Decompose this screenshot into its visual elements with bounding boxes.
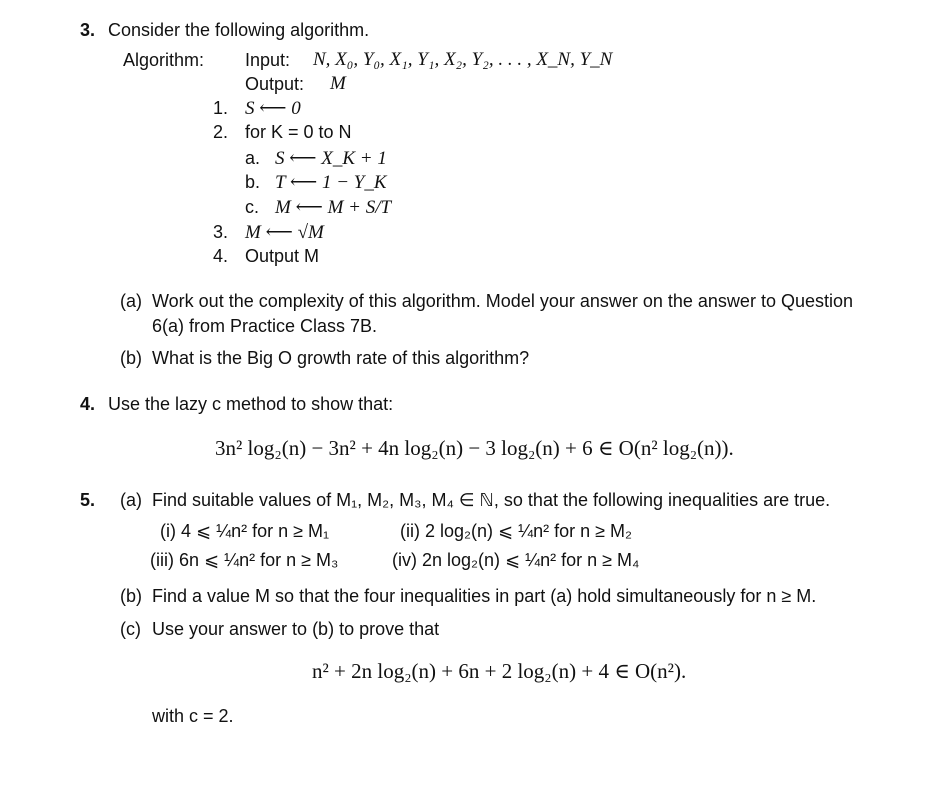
inequality-iii: (iii) 6n ⩽ ¼n² for n ≥ M₃ (150, 550, 339, 570)
question-4-text: Use the lazy c method to show that: (108, 394, 394, 414)
step-2b-text: T ⟵ 1 − Y_K (275, 172, 387, 193)
step-3-number: 3. (213, 222, 229, 242)
q5-part-a-text: Find suitable values of M₁, M₂, M₃, M₄ ∈ ℕ, so that the following inequalities are true. (152, 490, 831, 510)
question-4-number: 4. (80, 394, 96, 414)
step-4-number: 4. (213, 246, 229, 266)
q3-part-a-line1: Work out the complexity of this algorithm. Model your answer on the answer to Question (152, 291, 853, 311)
question-4-equation: 3n² log₂(n) − 3n² + 4n log₂(n) − 3 log₂(n) + 6 ∈ O(n² log₂(n)). (215, 436, 734, 460)
step-3-text: M ⟵ √M (245, 222, 324, 243)
q5-part-b-text: Find a value M so that the four inequalities in part (a) hold simultaneously for n ≥ M. (152, 586, 817, 606)
algorithm-label: Algorithm: (123, 50, 205, 70)
q3-part-a-line2: 6(a) from Practice Class 7B. (152, 316, 378, 336)
output-value: M (330, 73, 346, 94)
q3-part-a-label: (a) (120, 291, 142, 311)
step-1-text: S ⟵ 0 (245, 98, 301, 119)
question-3-number: 3. (80, 20, 96, 40)
step-2-text: for K = 0 to N (245, 122, 352, 142)
step-2-number: 2. (213, 122, 229, 142)
step-2a-text: S ⟵ X_K + 1 (275, 148, 387, 169)
inequality-ii: (ii) 2 log₂(n) ⩽ ¼n² for n ≥ M₂ (400, 521, 632, 541)
input-value: N, X₀, Y₀, X₁, Y₁, X₂, Y₂, . . . , X_N, Y_N (313, 49, 613, 70)
step-4-text: Output M (245, 246, 320, 266)
question-5-number: 5. (80, 490, 96, 510)
step-2a-label: a. (245, 148, 261, 168)
inequality-i: (i) 4 ⩽ ¼n² for n ≥ M₁ (160, 521, 330, 541)
q3-part-b-text: What is the Big O growth rate of this algorithm? (152, 348, 530, 368)
input-label: Input: (245, 50, 291, 70)
output-label: Output: (245, 74, 305, 94)
q3-part-b-label: (b) (120, 348, 142, 368)
q5-part-c-label: (c) (120, 619, 141, 639)
question-3-intro: Consider the following algorithm. (108, 20, 370, 40)
step-1-number: 1. (213, 98, 229, 118)
step-2c-label: c. (245, 197, 260, 217)
q5-part-c-text: Use your answer to (b) to prove that (152, 619, 440, 639)
q5-part-a-label: (a) (120, 490, 142, 510)
q5-part-b-label: (b) (120, 586, 142, 606)
step-2b-label: b. (245, 172, 261, 192)
step-2c-text: M ⟵ M + S/T (275, 197, 392, 218)
inequality-iv: (iv) 2n log₂(n) ⩽ ¼n² for n ≥ M₄ (392, 550, 640, 570)
question-5-equation: n² + 2n log₂(n) + 6n + 2 log₂(n) + 4 ∈ O(n²). (312, 659, 687, 683)
q5-with-c: with c = 2. (152, 706, 234, 726)
